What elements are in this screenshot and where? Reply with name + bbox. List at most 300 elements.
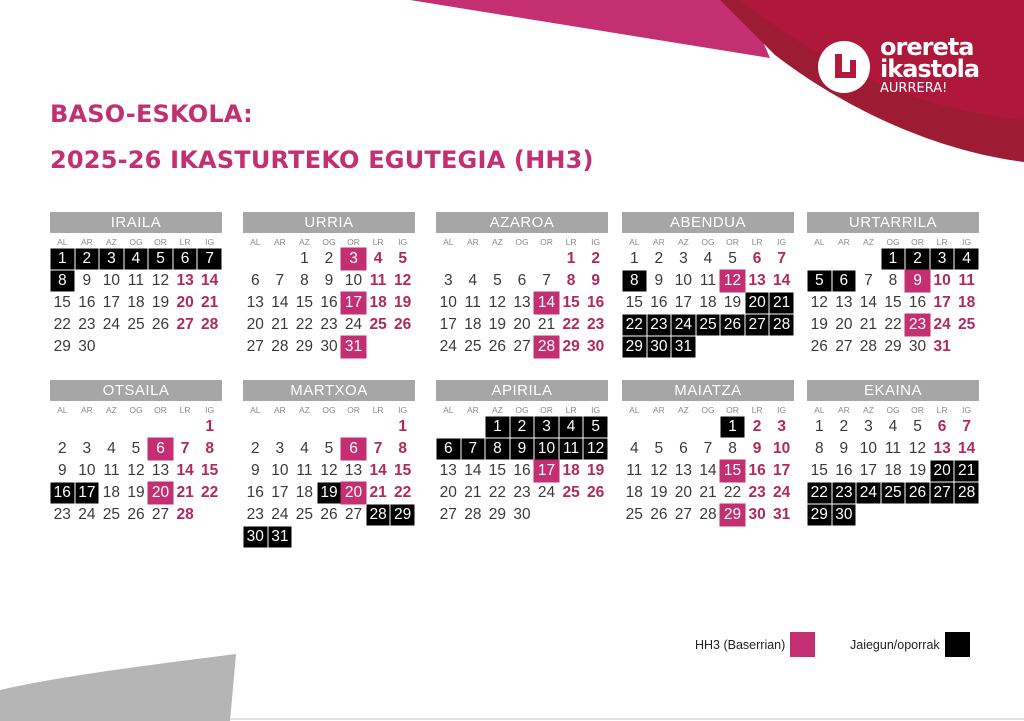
day-cell-holiday: 25 [696,314,721,336]
empty-cell [75,416,100,438]
day-cell-baserri: 23 [905,314,930,336]
day-cell: 19 [488,316,507,333]
logo-name-line1: orereta [880,33,974,61]
day-cell-baserri: 6 [341,438,366,460]
weekday-label: LR [751,405,763,415]
day-cell-weekend: 19 [394,294,412,311]
month-name: URRIA [243,212,415,233]
day-cell: 17 [674,294,693,311]
weekday-label: AL [814,237,825,247]
day-cell-weekend: 7 [962,418,971,435]
legend-baserri [695,632,815,657]
empty-cell [510,248,535,270]
month-apirila [436,380,608,526]
day-cell-weekend: 1 [398,418,407,435]
day-cell-weekend: 7 [180,440,190,457]
weekday-label: OG [322,405,336,415]
day-cell-holiday: 2 [510,416,535,438]
day-cell-weekend: 26 [587,484,605,501]
day-cell: 15 [884,294,902,311]
day-cell-baserri: 17 [534,460,559,482]
weekday-label: OR [540,237,553,247]
day-cell: 24 [102,316,121,333]
day-cell: 30 [320,338,338,355]
day-cell-weekend: 3 [777,418,786,435]
empty-cell [436,248,461,270]
weekday-label: LR [936,237,948,247]
days-grid [243,416,415,548]
day-cell: 19 [908,462,927,479]
day-cell-holiday: 30 [243,526,268,548]
day-cell: 27 [246,338,264,355]
day-cell-weekend: 21 [369,484,387,501]
day-cell: 26 [810,338,828,355]
day-cell: 21 [859,316,878,333]
day-cell-holiday: 23 [832,482,857,504]
day-cell-holiday: 2 [75,248,100,270]
weekday-label: AR [837,405,850,415]
weekday-label: LR [372,405,384,415]
day-cell: 2 [250,440,260,457]
weekday-label: AL [57,405,68,415]
day-cell: 9 [654,272,664,289]
weekday-label: AZ [105,237,117,247]
weekday-label: OG [129,237,143,247]
day-cell: 12 [127,462,145,479]
day-cell: 10 [439,294,457,311]
day-cell: 30 [908,338,927,355]
day-cell: 11 [699,272,717,289]
day-cell-holiday: 25 [881,482,906,504]
day-cell: 5 [493,272,502,289]
day-cell-holiday: 8 [50,270,75,292]
day-cell: 1 [629,250,639,267]
weekday-label: OG [886,405,900,415]
day-cell: 24 [78,506,96,523]
day-cell-holiday: 17 [75,482,100,504]
day-cell-weekend: 14 [958,440,976,457]
weekday-label: IG [205,237,215,247]
day-cell: 14 [271,294,289,311]
day-cell: 26 [151,316,170,333]
day-cell: 28 [699,506,717,523]
day-cell: 28 [464,506,482,523]
weekday-label: AL [250,237,261,247]
weekday-label: AR [273,405,286,415]
day-cell-holiday: 20 [930,460,955,482]
day-cell-baserri: 6 [148,438,173,460]
day-cell: 10 [859,440,878,457]
weekday-label: AR [466,237,479,247]
day-cell: 22 [53,316,71,333]
day-cell: 6 [517,272,527,289]
day-cell: 27 [344,506,363,523]
day-cell: 1 [814,418,824,435]
day-cell: 9 [839,440,849,457]
day-cell-weekend: 24 [773,484,791,501]
empty-cell [148,416,173,438]
day-cell-holiday: 11 [559,438,584,460]
empty-cell [671,416,696,438]
day-cell-weekend: 14 [369,462,387,479]
day-cell-weekend: 21 [201,294,219,311]
day-cell: 13 [513,294,531,311]
weekday-label: AR [837,237,850,247]
day-cell-weekend: 13 [176,272,194,289]
day-cell-weekend: 2 [591,250,600,267]
empty-cell [341,416,366,438]
day-cell-weekend: 26 [394,316,412,333]
legend-pink-swatch [790,632,815,657]
day-cell-baserri: 12 [720,270,745,292]
days-grid [622,248,794,358]
day-cell: 8 [888,272,898,289]
day-cell-weekend: 14 [201,272,219,289]
day-cell: 18 [699,294,717,311]
day-cell: 5 [913,418,922,435]
weekday-label: AR [466,405,479,415]
day-cell-weekend: 7 [373,440,383,457]
day-cell-weekend: 18 [369,294,387,311]
weekday-label: OR [911,237,924,247]
day-cell-weekend: 24 [933,316,951,333]
weekday-label: OG [886,237,900,247]
day-cell-weekend: 31 [773,506,791,523]
day-cell: 24 [344,316,363,333]
month-martxoa [243,380,415,548]
day-cell-holiday: 5 [148,248,173,270]
day-cell: 16 [320,294,338,311]
day-cell: 13 [344,462,363,479]
empty-cell [832,248,857,270]
day-cell: 12 [810,294,828,311]
empty-cell [622,416,647,438]
day-cell: 8 [814,440,824,457]
day-cell: 21 [271,316,289,333]
day-cell-weekend: 15 [394,462,412,479]
day-cell: 9 [57,462,67,479]
day-cell-weekend: 10 [773,440,791,457]
month-name: APIRILA [436,380,608,401]
weekday-label: IG [591,237,601,247]
day-cell-holiday: 27 [745,314,770,336]
day-cell: 8 [728,440,737,457]
day-cell-holiday: 21 [769,292,794,314]
day-cell-weekend: 28 [201,316,219,333]
month-name: AZAROA [436,212,608,233]
day-cell: 2 [57,440,67,457]
day-cell: 30 [78,338,96,355]
month-name: ABENDUA [622,212,794,233]
day-cell: 16 [513,462,531,479]
empty-cell [461,416,486,438]
day-cell: 7 [275,272,285,289]
weekday-label: IG [398,237,408,247]
month-name: MARTXOA [243,380,415,401]
weekday-label: AZ [298,405,310,415]
day-cell-weekend: 16 [587,294,605,311]
day-cell-holiday: 1 [50,248,75,270]
weekday-label: OG [701,405,715,415]
day-cell: 24 [271,506,289,523]
day-cell-holiday: 2 [905,248,930,270]
day-cell: 17 [271,484,289,501]
weekday-label: OR [154,405,167,415]
day-cell-weekend: 23 [587,316,605,333]
empty-cell [485,248,510,270]
empty-cell [124,416,149,438]
day-cell: 15 [295,294,314,311]
day-cell-weekend: 15 [562,294,580,311]
weekday-label: OR [726,237,739,247]
day-cell: 13 [246,294,264,311]
day-cell-weekend: 6 [937,418,947,435]
empty-cell [807,248,832,270]
day-cell: 15 [53,294,71,311]
weekday-label: AL [250,405,261,415]
weekday-label: IG [205,405,215,415]
weekday-header-row [50,235,222,248]
day-cell-holiday: 28 [954,482,979,504]
day-cell: 9 [82,272,92,289]
day-cell-holiday: 3 [99,248,124,270]
empty-cell [50,416,75,438]
day-cell: 15 [625,294,643,311]
day-cell: 10 [78,462,96,479]
weekday-header-row [807,235,979,248]
day-cell: 12 [488,294,507,311]
empty-cell [647,416,672,438]
day-cell: 4 [468,272,478,289]
days-grid [436,416,608,526]
day-cell: 10 [674,272,693,289]
day-cell: 19 [650,484,668,501]
day-cell: 7 [542,272,551,289]
day-cell: 24 [439,338,457,355]
day-cell: 20 [246,316,264,333]
day-cell-weekend: 31 [933,338,951,355]
day-cell-holiday: 30 [832,504,857,526]
logo-text [880,33,980,97]
day-cell: 5 [131,440,141,457]
day-cell: 18 [464,316,482,333]
day-cell: 19 [127,484,145,501]
day-cell-holiday: 24 [856,482,881,504]
day-cell: 29 [53,338,71,355]
month-urtarrila [807,212,979,358]
day-cell: 15 [810,462,828,479]
weekday-label: AZ [862,405,874,415]
day-cell: 5 [728,250,737,267]
day-cell: 4 [629,440,639,457]
legend-black-swatch [945,632,970,657]
empty-cell [461,248,486,270]
day-cell-holiday: 6 [832,270,857,292]
day-cell-holiday: 6 [173,248,198,270]
day-cell-holiday: 1 [881,248,906,270]
day-cell-baserri: 20 [148,482,173,504]
day-cell: 26 [488,338,507,355]
empty-cell [268,416,293,438]
days-grid [243,248,415,358]
orereta-ikastola-logo [818,33,980,97]
day-cell: 3 [275,440,285,457]
day-cell: 13 [151,462,170,479]
day-cell: 28 [859,338,878,355]
day-cell-baserri: 20 [341,482,366,504]
day-cell-weekend: 9 [591,272,600,289]
day-cell-weekend: 25 [958,316,976,333]
month-name: EKAINA [807,380,979,401]
day-cell: 2 [324,250,334,267]
day-cell: 12 [151,272,170,289]
weekday-header-row [243,403,415,416]
logo-tagline: AURRERA! [880,81,948,96]
weekday-label: OG [515,237,529,247]
day-cell-holiday: 26 [905,482,930,504]
day-cell-holiday: 8 [622,270,647,292]
month-maiatza [622,380,794,526]
day-cell-weekend: 4 [373,250,383,267]
day-cell-holiday: 5 [807,270,832,292]
empty-cell [366,416,391,438]
day-cell-holiday: 3 [930,248,955,270]
weekday-label: AZ [105,405,117,415]
day-cell: 20 [835,316,853,333]
day-cell-weekend: 27 [176,316,194,333]
empty-cell [534,248,559,270]
day-cell: 17 [102,294,121,311]
day-cell: 4 [300,440,309,457]
day-cell: 16 [650,294,668,311]
weekday-label: AZ [298,237,310,247]
day-cell-weekend: 30 [587,338,605,355]
day-cell: 3 [679,250,688,267]
day-cell: 12 [650,462,668,479]
month-ekaina [807,380,979,526]
day-cell: 29 [295,338,314,355]
day-cell: 4 [703,250,713,267]
day-cell-weekend: 21 [176,484,194,501]
weekday-label: LR [179,237,191,247]
day-cell: 12 [908,440,927,457]
day-cell: 17 [439,316,457,333]
day-cell-holiday: 26 [720,314,745,336]
day-cell-weekend: 10 [933,272,951,289]
day-cell: 29 [488,506,507,523]
weekday-label: IG [962,237,972,247]
empty-cell [696,416,721,438]
weekday-label: AR [80,237,93,247]
weekday-label: AL [629,237,640,247]
day-cell: 4 [888,418,898,435]
weekday-label: OG [515,405,529,415]
weekday-label: IG [591,405,601,415]
day-cell-weekend: 8 [566,272,576,289]
day-cell: 7 [703,440,713,457]
weekday-label: AL [814,405,825,415]
weekday-label: LR [179,405,191,415]
logo-mark-icon [818,41,870,93]
day-cell: 27 [151,506,170,523]
month-name: URTARRILA [807,212,979,233]
day-cell-holiday: 23 [647,314,672,336]
day-cell-holiday: 29 [390,504,415,526]
weekday-label: LR [936,405,948,415]
day-cell: 5 [654,440,664,457]
month-otsaila [50,380,222,526]
day-cell: 13 [835,294,853,311]
day-cell-holiday: 21 [954,460,979,482]
day-cell: 25 [295,506,314,523]
weekday-label: AZ [491,405,503,415]
day-cell-weekend: 9 [752,440,762,457]
month-iraila [50,212,222,358]
weekday-header-row [622,403,794,416]
empty-cell [317,416,342,438]
day-cell-holiday: 1 [485,416,510,438]
day-cell-weekend: 14 [773,272,791,289]
day-cell-weekend: 8 [205,440,214,457]
weekday-label: AR [273,237,286,247]
day-cell-weekend: 5 [398,250,407,267]
day-cell: 26 [650,506,668,523]
day-cell-holiday: 16 [50,482,75,504]
weekday-label: OR [154,237,167,247]
day-cell: 15 [488,462,507,479]
weekday-label: LR [565,237,577,247]
day-cell: 25 [127,316,145,333]
day-cell: 7 [864,272,873,289]
day-cell-weekend: 14 [176,462,194,479]
weekday-label: OR [540,405,553,415]
weekday-label: OG [129,405,143,415]
day-cell: 2 [839,418,849,435]
empty-cell [436,416,461,438]
weekday-label: AZ [862,237,874,247]
day-cell: 16 [835,462,853,479]
day-cell: 18 [295,484,314,501]
day-cell-baserri: 9 [905,270,930,292]
day-cell: 27 [835,338,853,355]
weekday-label: AZ [491,237,503,247]
day-cell-holiday: 7 [461,438,486,460]
month-name: IRAILA [50,212,222,233]
weekday-label: OG [701,237,715,247]
day-cell-weekend: 22 [201,484,219,501]
day-cell: 14 [859,294,878,311]
day-cell: 20 [674,484,693,501]
day-cell: 21 [464,484,482,501]
weekday-label: IG [962,405,972,415]
day-cell: 23 [320,316,338,333]
empty-cell [268,248,293,270]
day-cell-weekend: 2 [752,418,762,435]
day-cell-weekend: 16 [748,462,766,479]
day-cell-holiday: 20 [745,292,770,314]
day-cell: 5 [324,440,334,457]
weekday-label: OR [347,405,360,415]
weekday-label: LR [565,405,577,415]
day-cell: 14 [464,462,482,479]
day-cell: 23 [513,484,531,501]
day-cell: 1 [300,250,309,267]
day-cell: 21 [537,316,556,333]
weekday-header-row [807,403,979,416]
day-cell-holiday: 4 [559,416,584,438]
day-cell-baserri: 15 [720,460,745,482]
day-cell-weekend: 19 [587,462,605,479]
